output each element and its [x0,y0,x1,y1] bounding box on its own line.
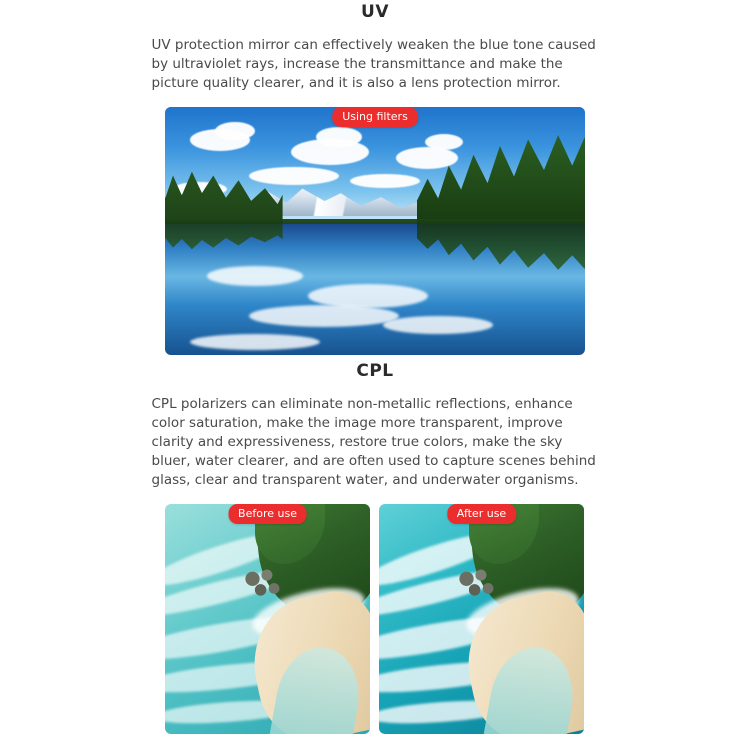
product-detail-page [0,2,750,752]
cloud-icon [316,127,362,147]
uv-image-block [165,107,585,355]
cpl-before-photo [165,504,370,734]
forest-reflection-right [417,224,585,277]
uv-section-title: UV [361,2,389,22]
forest-reflection-left [165,224,283,258]
cloud-reflection [207,266,303,286]
cpl-after-block [379,504,584,734]
cpl-description: CPL polarizers can eliminate non-metallic reflections, enhance color saturation, make the image more transparent, improve clarity and expressiveness, restore true colors, make the sky bluer, water clearer, and are often used to capture scenes behind glass, clear and transparent water, and underwater organisms. [151,396,596,489]
cpl-before-block [165,504,370,734]
uv-sample-photo [165,107,585,355]
uv-image-badge: Using filters [332,107,418,127]
cpl-comparison-row [165,504,585,734]
cloud-icon [396,147,458,169]
cloud-reflection [383,316,493,334]
cpl-after-photo [379,504,584,734]
cloud-icon [249,167,339,185]
cloud-reflection [249,305,399,327]
rocks [239,564,284,601]
cpl-before-badge: Before use [228,504,307,524]
cpl-section-title: CPL [356,361,394,382]
rocks [453,564,498,601]
lake-water [165,224,585,355]
cpl-after-badge: After use [447,504,516,524]
uv-description: UV protection mirror can effectively weaken the blue tone caused by ultraviolet rays, increase the transmittance and make the picture quality clearer, and it is also a lens protection mirror. [151,37,596,92]
cloud-reflection [190,334,320,350]
cloud-icon [350,174,420,188]
